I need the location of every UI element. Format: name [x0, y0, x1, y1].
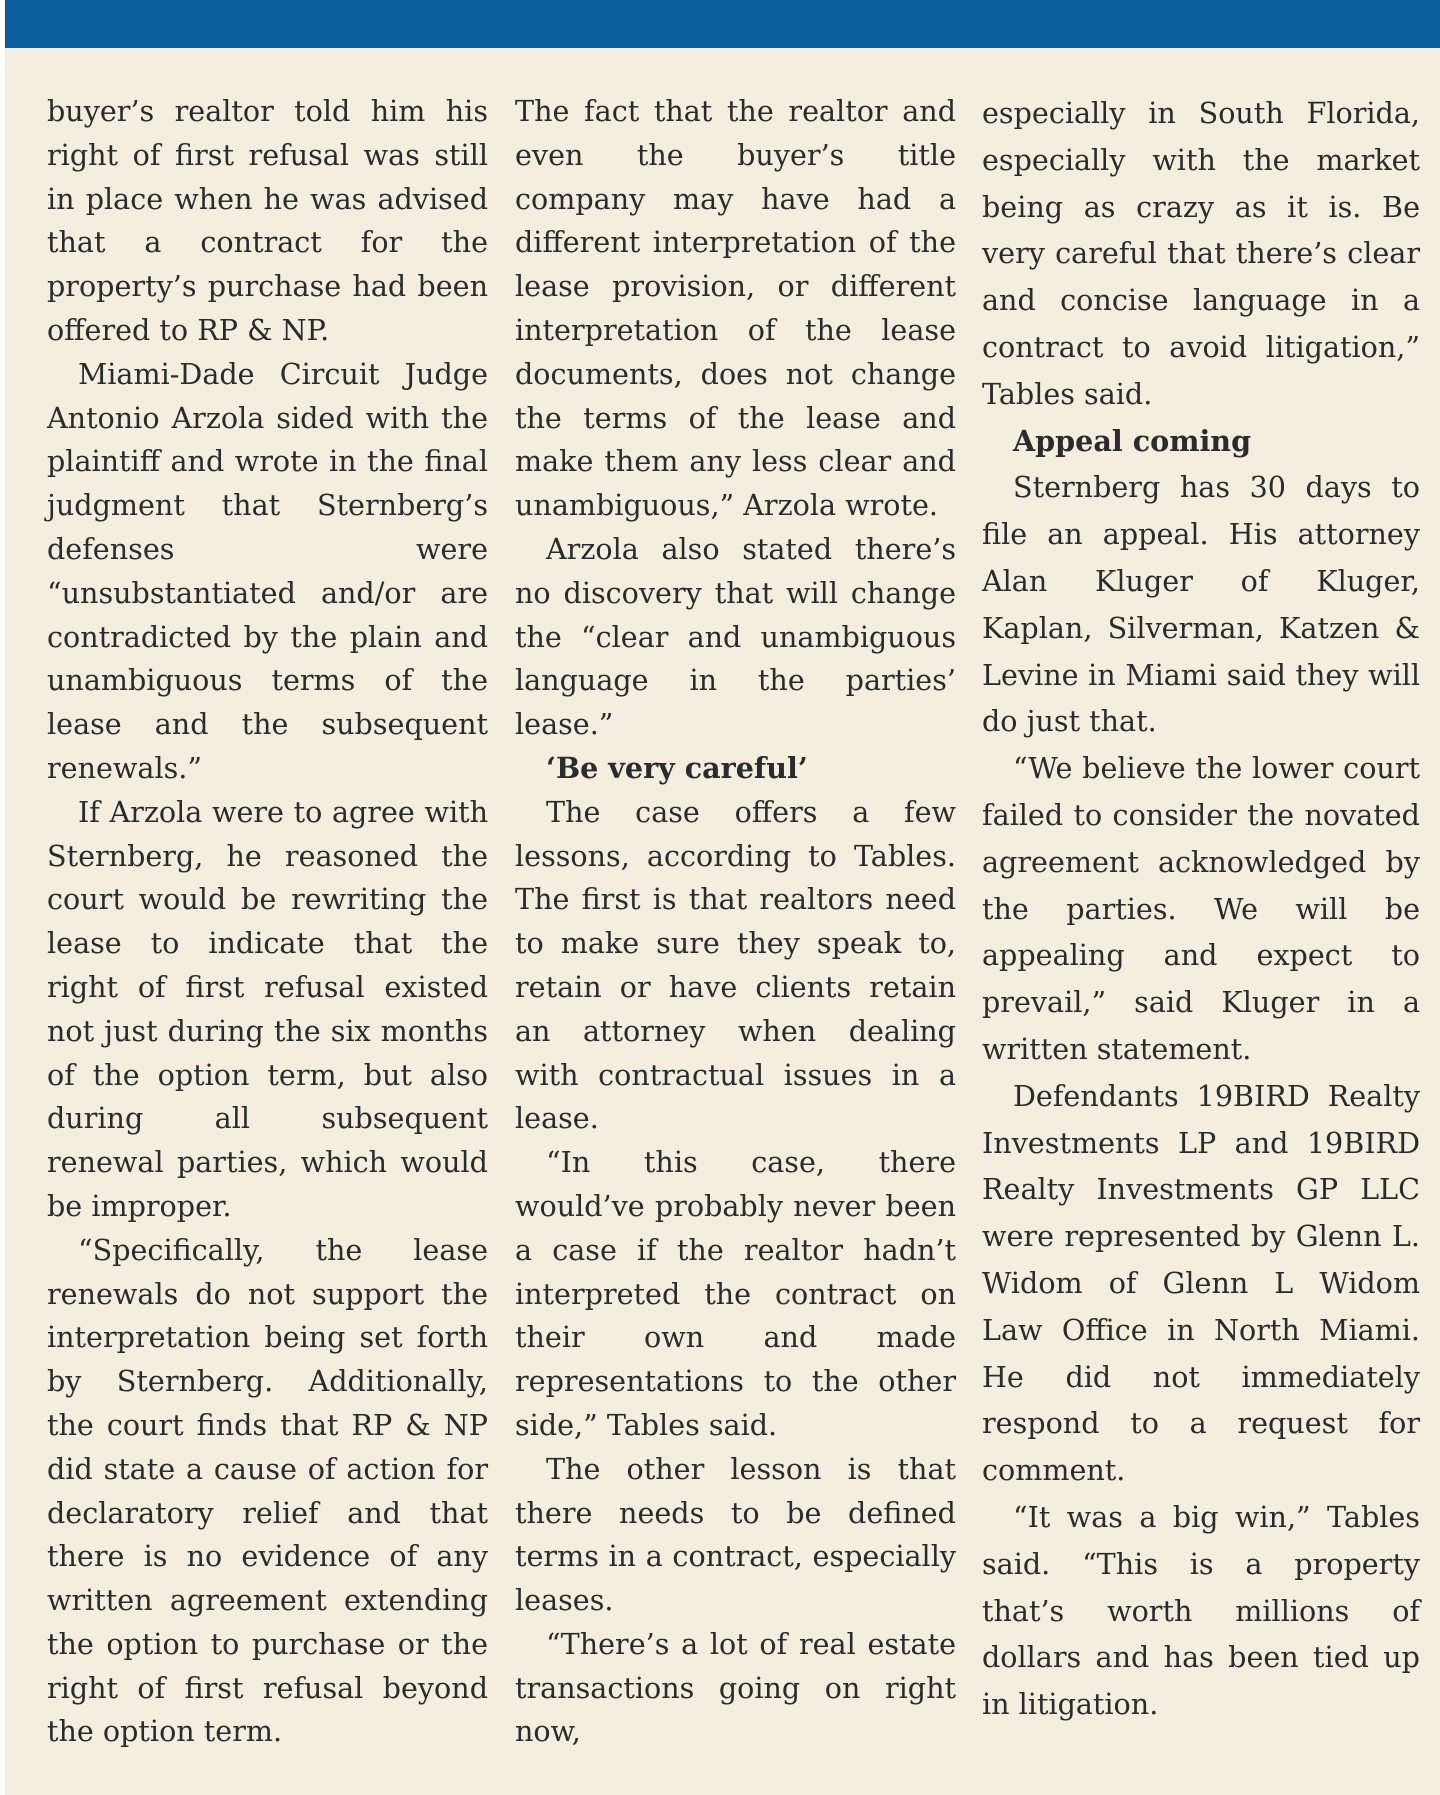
- paragraph: “We believe the lower court failed to consider the novated agreement acknowledged by the parties. We will be appealing and expect to prevail,” said Kluger in a written statement.: [982, 751, 1420, 1066]
- paragraph: “There’s a lot of real estate transactions going on right now,: [515, 1626, 956, 1749]
- paragraph: “In this case, there would’ve probably never been a case if the realtor hadn’t interpreted the contract on their own and made representations to the other side,” Tables said.: [515, 1145, 956, 1442]
- paragraph: The other lesson is that there needs to be defined terms in a contract, especially leases.: [515, 1451, 956, 1618]
- article-column-3: [982, 90, 1420, 1728]
- paragraph: If Arzola were to agree with Sternberg, he reasoned the court would be rewriting the lease to indicate that the right of first refusal existed not just during the six months of the option term, but also during all subsequent renewal parties, which would be improper.: [47, 794, 488, 1223]
- header-bar: [5, 0, 1440, 48]
- article-column-2: [515, 90, 956, 1754]
- paragraph: Arzola also stated there’s no discovery that will change the “clear and unambiguous language in the parties’ lease.”: [515, 531, 956, 742]
- paragraph: The case offers a few lessons, according to Tables. The first is that realtors need to make sure they speak to, retain or have clients retain an attorney when dealing with contractual issues in a lease.: [515, 794, 956, 1136]
- paragraph: The fact that the realtor and even the buyer’s title company may have had a different interpretation of the lease provision, or different interpretation of the lease documents, does not change the terms of the lease and make them any less clear and unambiguous,” Arzola wrote.: [515, 94, 956, 523]
- subheading: Appeal coming: [1013, 423, 1252, 458]
- article-column-1: [47, 90, 488, 1754]
- paragraph: Sternberg has 30 days to file an appeal. His attorney Alan Kluger of Kluger, Kaplan, Silverman, Katzen & Levine in Miami said they will do just that.: [982, 470, 1420, 739]
- paragraph: “It was a big win,” Tables said. “This is a property that’s worth millions of dollars and has been tied up in litigation.: [982, 1499, 1420, 1722]
- paragraph: “Specifically, the lease renewals do not support the interpretation being set forth by Sternberg. Additionally, the court finds that RP & NP did state a cause of action for declaratory relief and that there is no evidence of any written agreement extending the option to purchase or the right of first refusal beyond the option term.: [47, 1232, 488, 1749]
- paragraph: Miami-Dade Circuit Judge Antonio Arzola sided with the plaintiff and wrote in the final judgment that Sternberg’s defenses were “unsubstantiated and/or are contradicted by the plain and unambiguous terms of the lease and the subsequent renewals.”: [47, 356, 488, 785]
- paragraph: especially in South Florida, especially with the market being as crazy as it is. Be very careful that there’s clear and concise language in a contract to avoid litigation,” Tables said.: [982, 96, 1420, 411]
- paragraph: buyer’s realtor told him his right of first refusal was still in place when he was advised that a contract for the property’s purchase had been offered to RP & NP.: [47, 94, 488, 347]
- article-page: [5, 0, 1440, 1795]
- subheading: ‘Be very careful’: [546, 750, 808, 785]
- paragraph: Defendants 19BIRD Realty Investments LP and 19BIRD Realty Investments GP LLC were represented by Glenn L. Widom of Glenn L Widom Law Office in North Miami. He did not immediately respond to a request for comment.: [982, 1078, 1420, 1488]
